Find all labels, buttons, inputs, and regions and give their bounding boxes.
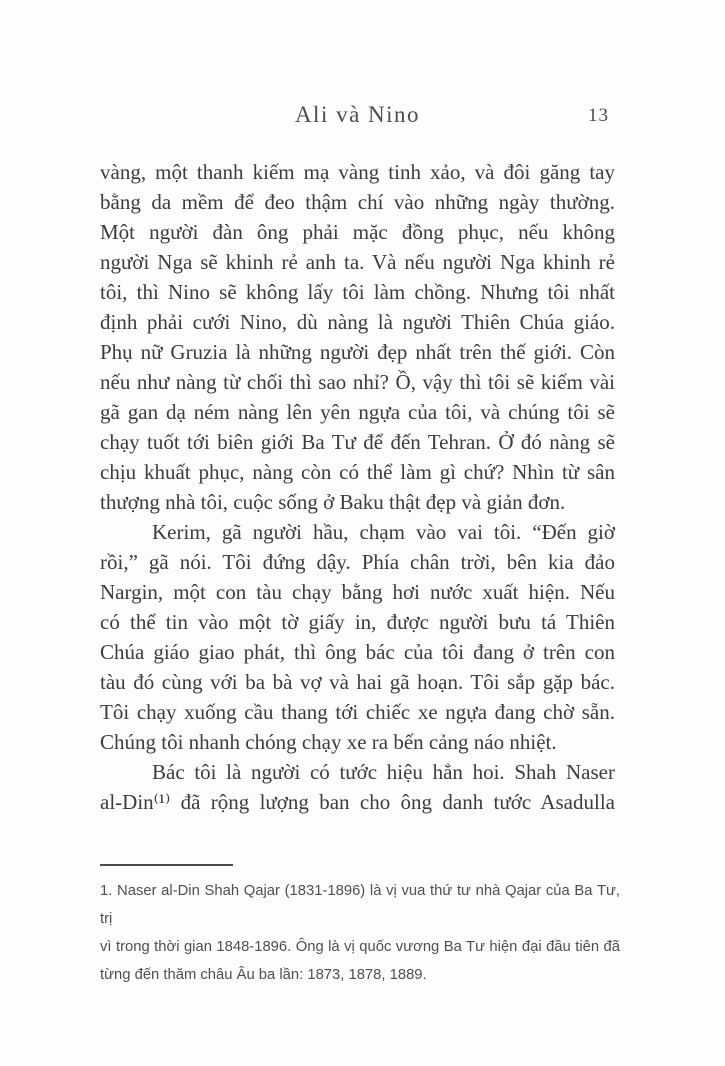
text-line: Chúng tôi nhanh chóng chạy xe ra bến cảng náo nhiệt.: [100, 730, 557, 754]
text-line: rồi,” gã nói. Tôi đứng dậy. Phía chân trời, bên kia đảo: [100, 550, 615, 574]
text-line: Chúa giáo giao phát, thì ông bác của tôi đang ở trên con: [100, 640, 615, 664]
running-head-title: Ali và Nino: [294, 102, 421, 127]
text-line: chịu khuất phục, nàng còn có thể làm gì chứ? Nhìn từ sân: [100, 460, 615, 484]
text-line: thượng nhà tôi, cuộc sống ở Baku thật đẹp và giản đơn.: [100, 490, 566, 514]
text-line: Nargin, một con tàu chạy bằng hơi nước xuất hiện. Nếu: [100, 580, 615, 604]
page-number: 13: [588, 105, 609, 126]
footnote-area: [100, 864, 620, 989]
text-line: Một người đàn ông phải mặc đồng phục, nếu không: [100, 220, 615, 244]
footnote-line: từng đến thăm châu Âu ba lần: 1873, 1878, 1889.: [100, 967, 427, 983]
text-line: al-Din⁽¹⁾ đã rộng lượng ban cho ông danh tước Asadulla: [100, 790, 615, 814]
footnote-line: vì trong thời gian 1848-1896. Ông là vị quốc vương Ba Tư hiện đại đầu tiên đã: [100, 939, 620, 955]
text-line: Phụ nữ Gruzia là những người đẹp nhất trên thế giới. Còn: [100, 340, 615, 364]
body-text: [100, 157, 615, 817]
text-line: bằng da mềm để đeo thậm chí vào những ngày thường.: [100, 190, 615, 214]
text-line: Tôi chạy xuống cầu thang tới chiếc xe ngựa đang chờ sẵn.: [100, 700, 615, 724]
page-header: [100, 102, 615, 134]
text-line: gã gan dạ ném nàng lên yên ngựa của tôi, và chúng tôi sẽ: [100, 400, 615, 424]
footnote-line: 1. Naser al-Din Shah Qajar (1831-1896) là vị vua thứ tư nhà Qajar của Ba Tư, trị: [100, 883, 620, 927]
text-line: chạy tuốt tới biên giới Ba Tư để đến Tehran. Ở đó nàng sẽ: [100, 430, 615, 454]
text-line: tôi, thì Nino sẽ không lấy tôi làm chồng. Nhưng tôi nhất: [100, 280, 615, 304]
text-line: vàng, một thanh kiếm mạ vàng tinh xảo, và đôi găng tay: [100, 160, 615, 184]
text-line: có thể tin vào một tờ giấy in, được người bưu tá Thiên: [100, 610, 615, 634]
footnote-divider: [100, 864, 233, 866]
text-line: Kerim, gã người hầu, chạm vào vai tôi. “Đến giờ: [152, 520, 615, 544]
text-line: người Nga sẽ khinh rẻ anh ta. Và nếu người Nga khinh rẻ: [100, 250, 615, 274]
text-line: định phải cưới Nino, dù nàng là người Thiên Chúa giáo.: [100, 310, 615, 334]
text-line: tàu đó cùng với ba bà vợ và hai gã hoạn. Tôi sắp gặp bác.: [100, 670, 615, 694]
text-line: nếu như nàng từ chối thì sao nhỉ? Ồ, vậy thì tôi sẽ kiếm vài: [100, 370, 615, 394]
footnote: [100, 877, 620, 989]
text-line: Bác tôi là người có tước hiệu hẳn hoi. Shah Naser: [152, 760, 615, 784]
